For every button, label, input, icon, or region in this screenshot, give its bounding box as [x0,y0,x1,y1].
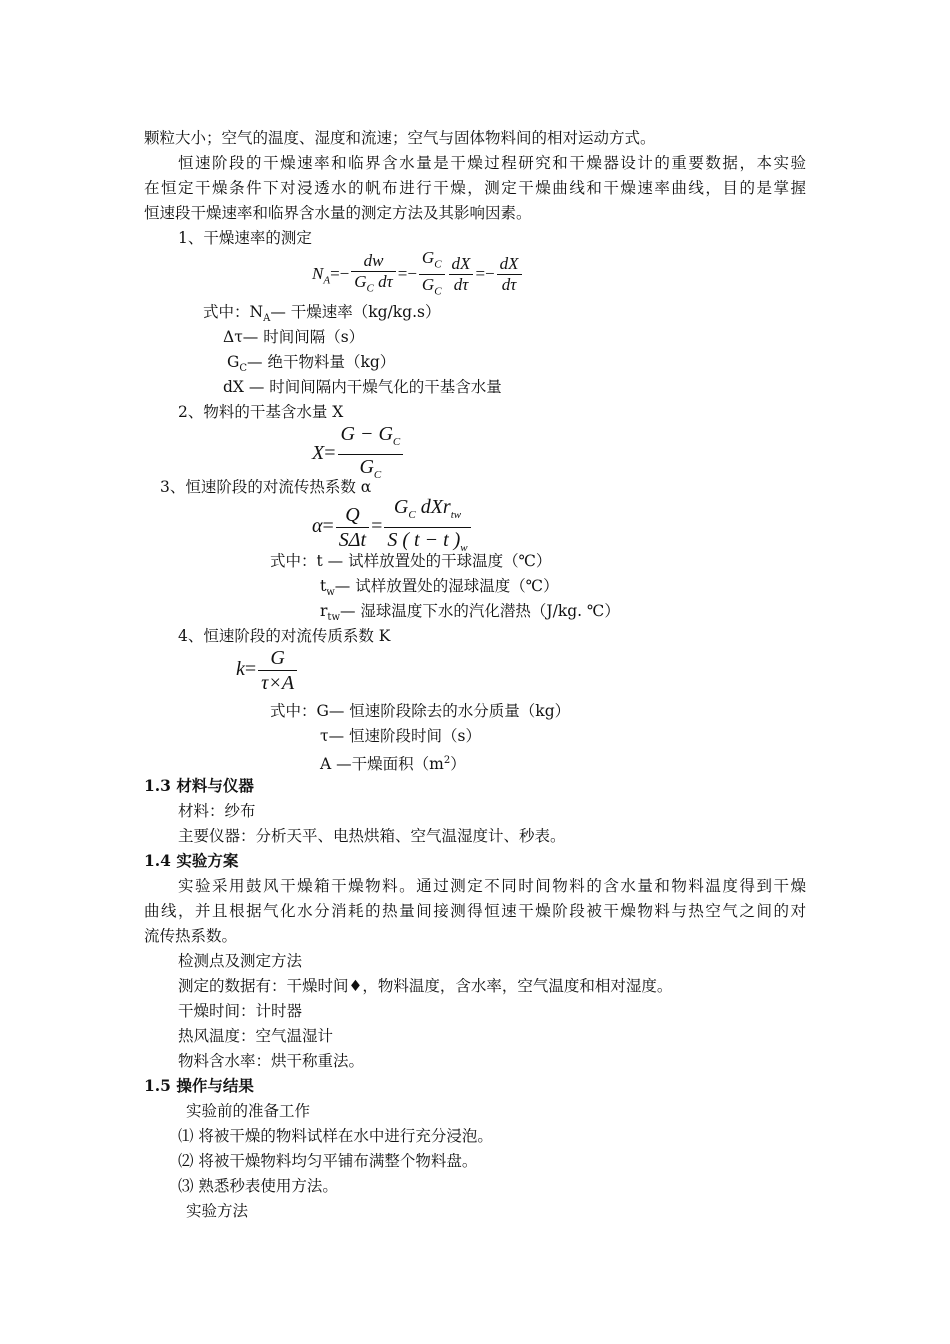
section-1-3-title: 1.3 材料与仪器 [144,776,254,795]
section-1-4-title: 1.4 实验方案 [144,851,239,870]
section-1-4-para-line-2: 曲线，并且根据气化水分消耗的热量间接测得恒速干燥阶段被干燥物料与热空气之间的对 [144,902,806,920]
section-1-5-line-3: ⑵ 将被干燥物料均匀平铺布满整个物料盘。 [178,1152,478,1170]
def-gc-symbol: G [227,353,240,371]
section-1-4-line-8: 物料含水率：烘干称重法。 [178,1052,365,1070]
def-rtw-subscript: tw [327,612,340,624]
section-1-4-line-7: 热风温度：空气温湿计 [178,1027,334,1045]
def-rtw-symbol: r [320,602,328,620]
intro-paragraph-line-2: 在恒定干燥条件下对浸透水的帆布进行干燥，测定干燥曲线和干燥速率曲线，目的是掌握 [144,179,806,197]
item3-heading: 3、恒速阶段的对流传热系数 α [160,478,372,496]
def-a-superscript: 2 [443,755,451,766]
def-tw-text: — 试样放置处的湿球温度（℃） [334,577,559,595]
section-1-5-title: 1.5 操作与结果 [144,1076,254,1095]
item2-heading: 2、物料的干基含水量 X [178,403,344,421]
section-1-4-line-4: 检测点及测定方法 [178,952,303,970]
section-1-4-para-line-3: 流传热系数。 [144,927,238,945]
def-tw-symbol: t [320,577,327,595]
item4-def-a [320,749,466,776]
item4-heading: 4、恒速阶段的对流传质系数 K [178,627,391,645]
def-tw-subscript: w [326,587,335,599]
item4-def-tau: τ— 恒速阶段时间（s） [320,727,481,745]
section-1-3-instruments: 主要仪器：分析天平、电热烘箱、空气温湿度计、秒表。 [178,827,566,845]
def-a-text: A —干燥面积（m [320,755,444,774]
item1-def-dtau: Δτ— 时间间隔（s） [223,328,365,346]
section-1-5-line-4: ⑶ 熟悉秒表使用方法。 [178,1177,338,1195]
item4-def-g: 式中：G— 恒速阶段除去的水分质量（kg） [270,702,571,720]
def-gc-subscript: C [239,363,248,375]
def-a-close: ） [450,755,466,774]
section-1-5-line-2: ⑴ 将被干燥的物料试样在水中进行充分浸泡。 [178,1127,493,1145]
section-1-3-material: 材料：纱布 [178,802,256,820]
section-1-4-para-line-1: 实验采用鼓风干燥箱干燥物料。通过测定不同时间物料的含水量和物料温度得到干燥 [178,877,806,895]
def-na-symbol: 式中：N [203,303,264,321]
def-na-subscript: A [263,313,271,325]
def-na-text: — 干燥速率（kg/kg.s） [270,303,441,321]
def-gc-text: — 绝干物料量（kg） [247,353,396,371]
section-1-4-line-5: 测定的数据有：干燥时间♦，物料温度，含水率，空气温度和相对湿度。 [178,977,673,995]
item1-def-dx: dX — 时间间隔内干燥气化的干基含水量 [223,378,502,396]
mass-transfer-coefficient-formula: k= $\frac{G}{\tau\times A}$ [236,646,299,695]
section-1-4-line-6: 干燥时间：计时器 [178,1002,303,1020]
section-1-5-line-5: 实验方法 [186,1202,249,1220]
item3-def-t: 式中：t — 试样放置处的干球温度（℃） [270,552,552,570]
heat-transfer-coefficient-formula: α= $\frac{Q}{\text{SΔt}}$ = $\frac{G_C dXr_{tw}}{S ( t - t )_w}$ [312,495,473,560]
section-1-5-line-1: 实验前的准备工作 [186,1102,311,1120]
drying-rate-formula: $N_A=-$ $\frac{dw}{G_C d\tau}$ =− $\frac{G_C}{G_C}$ $\frac{dX}{d\tau}$ =− $\frac{dX}{d\tau}$ [312,248,524,302]
item1-heading: 1、干燥速率的测定 [178,229,312,247]
intro-paragraph-line-3: 恒速段干燥速率和临界含水量的测定方法及其影响因素。 [144,204,532,222]
dry-basis-moisture-formula: X= $\frac{G - G_C}{G_C}$ [312,422,405,487]
intro-paragraph-line-1: 恒速阶段的干燥速率和临界含水量是干燥过程研究和干燥器设计的重要数据，本实验 [178,154,806,172]
intro-line-1: 颗粒大小；空气的温度、湿度和流速；空气与固体物料间的相对运动方式。 [144,129,656,147]
def-rtw-text: — 湿球温度下水的汽化潜热（J/kg. ℃） [340,602,620,620]
